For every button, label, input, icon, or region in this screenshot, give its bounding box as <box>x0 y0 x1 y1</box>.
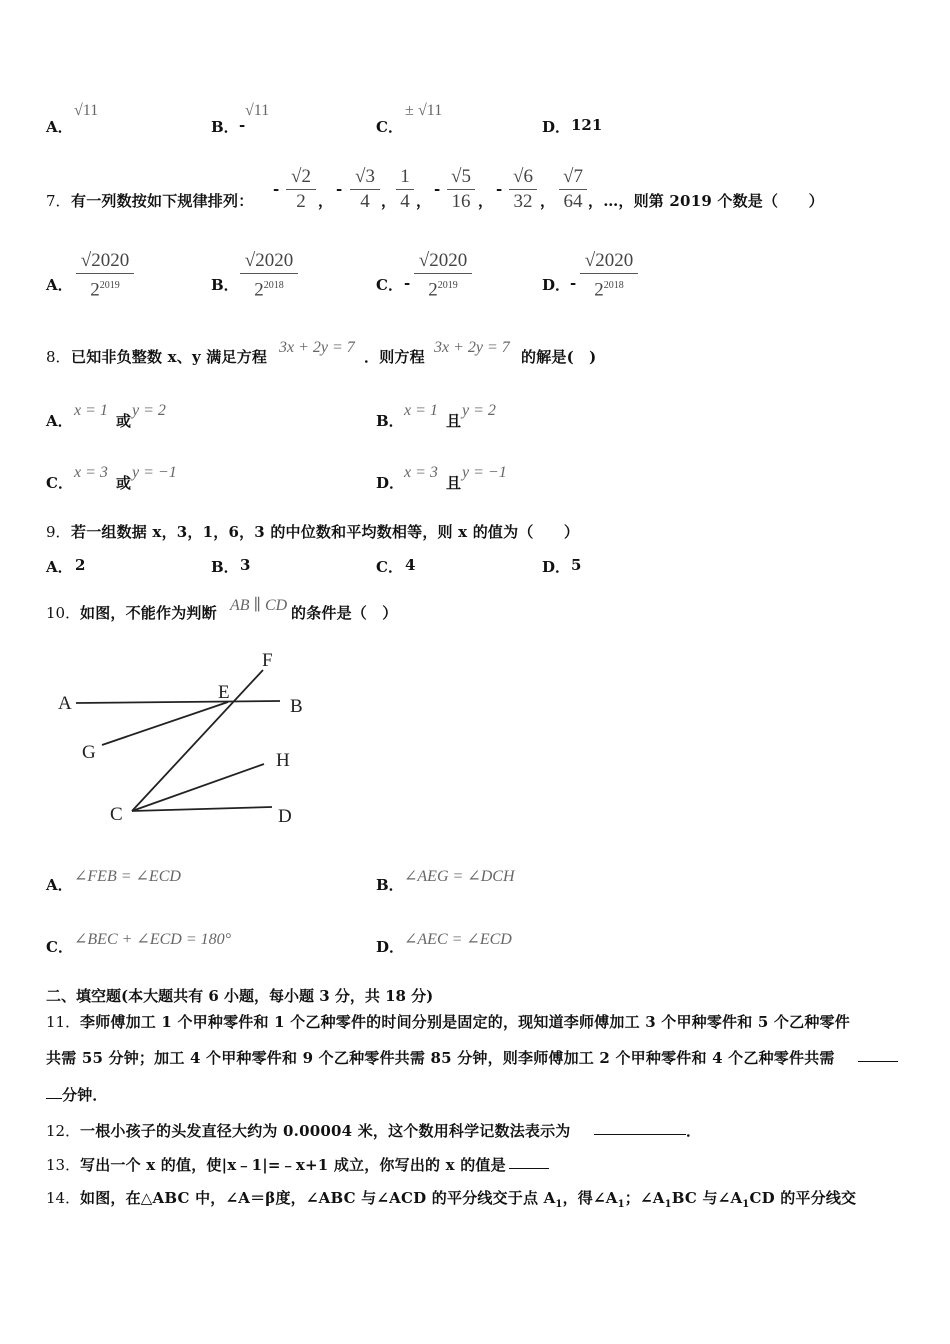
line-cd <box>132 807 272 811</box>
q13-number: 13． <box>46 1156 81 1174</box>
q7-option-d-base: 2 <box>594 279 604 301</box>
q7-option-a-label: A． <box>46 276 73 294</box>
q10-option-d-value: ∠AEC = ∠ECD <box>404 931 512 948</box>
q9-option-b-label: B． <box>211 558 239 576</box>
q7-option-d-prefix: - <box>570 274 577 292</box>
q7-term-5-den: 32 <box>513 191 533 212</box>
line-eg <box>102 702 228 745</box>
q7-term-3 <box>396 166 414 213</box>
q10-expr: AB ∥ CD <box>230 597 288 614</box>
q10-option-c-value: ∠BEC + ∠ECD = 180° <box>74 931 232 948</box>
q10-option-b-label: B． <box>376 876 404 894</box>
q10-text2: 的条件是（ ） <box>291 604 398 622</box>
q8-option-c-conj: 或 <box>116 474 132 492</box>
q10-option-c-label: C． <box>46 938 73 956</box>
q7-option-c-base: 2 <box>428 279 438 301</box>
q14-number: 14． <box>46 1189 81 1207</box>
q7-option-b-label: B． <box>211 276 239 294</box>
q7-term-2-num: √3 <box>355 166 375 187</box>
q7-tail: ，…，则第 2019 个数是（ ） <box>588 192 824 210</box>
q6-option-c-label: C． <box>376 118 403 136</box>
q10-text1: 如图，不能作为判断 <box>80 604 217 622</box>
q7-option-a-frac <box>76 250 134 301</box>
q7-option-a-num: √2020 <box>80 250 130 271</box>
q7-minus: - <box>434 180 441 198</box>
q7-term-6-num: √7 <box>563 166 583 187</box>
q6-option-d-label: D． <box>542 118 571 136</box>
q12-number: 12． <box>46 1122 81 1140</box>
q7-term-5-num: √6 <box>513 166 533 187</box>
q7-term-1-num: √2 <box>291 166 311 187</box>
q8-option-b-right: y = 2 <box>462 402 496 419</box>
q7-term-1-den: 2 <box>296 191 306 212</box>
q10-geometry-figure <box>50 640 320 830</box>
q7-option-c-prefix: - <box>404 274 411 292</box>
line-cf <box>132 670 263 811</box>
q8-text3: 的解是( ) <box>521 348 597 366</box>
q11-line2: 共需 55 分钟；加工 4 个甲种零件和 9 个乙种零件共需 85 分钟，则李师傅加工 2 个甲种零件和 4 个乙种零件共需 <box>46 1049 835 1067</box>
q7-comma: ， <box>416 192 432 210</box>
q13-text: 写出一个 x 的值，使|x﹣1|=﹣x+1 成立，你写出的 x 的值是 <box>80 1156 506 1174</box>
q6-option-b-value: √11 <box>245 102 270 119</box>
q11-line3: 分钟． <box>62 1086 108 1104</box>
q6-option-a-value: √11 <box>74 102 99 119</box>
q6-option-c-value: √11 <box>418 102 443 119</box>
q7-term-4-den: 16 <box>451 191 471 212</box>
q9-number: 9． <box>46 523 71 541</box>
q7-option-c-num: √2020 <box>418 250 468 271</box>
q9-text: 若一组数据 x，3，1，6，3 的中位数和平均数相等，则 x 的值为（ ） <box>71 523 580 541</box>
q11-line1: 李师傅加工 1 个甲种零件和 1 个乙种零件的时间分别是固定的，现知道李师傅加工 3 个甲种零件和 5 个乙种零件 <box>80 1013 850 1031</box>
q10-number: 10． <box>46 604 81 622</box>
q8-option-d-label: D． <box>376 474 405 492</box>
q9-option-b-value: 3 <box>240 556 251 574</box>
q8-equation: 3x + 2y = 7 <box>434 339 510 356</box>
q7-option-b-frac <box>240 250 298 301</box>
q6-option-d-value: 121 <box>571 116 603 134</box>
q7-number: 7． <box>46 192 71 210</box>
q8-option-d-right: y = −1 <box>462 464 507 481</box>
q7-option-a-base: 2 <box>90 279 100 301</box>
point-h-label: H <box>276 750 290 771</box>
q6-option-b-label: B． <box>211 118 239 136</box>
q7-option-c-frac <box>414 250 472 301</box>
q8-option-d-left: x = 3 <box>404 464 438 481</box>
q8-option-b-left: x = 1 <box>404 402 438 419</box>
q8-option-a-conj: 或 <box>116 412 132 430</box>
q10-option-b-value: ∠AEG = ∠DCH <box>404 868 515 885</box>
q7-option-c-label: C． <box>376 276 403 294</box>
q7-comma: ， <box>478 192 494 210</box>
q8-option-b-label: B． <box>376 412 404 430</box>
point-f-label: F <box>262 650 273 671</box>
q8-option-c-right: y = −1 <box>132 464 177 481</box>
point-b-label: B <box>290 696 303 717</box>
q7-option-b-exp: 2018 <box>263 280 284 291</box>
q7-option-d-num: √2020 <box>584 250 634 271</box>
point-g-label: G <box>82 742 96 763</box>
q7-comma: ， <box>540 192 556 210</box>
q7-term-4 <box>447 166 475 213</box>
q9-option-d-value: 5 <box>571 556 582 574</box>
q6-option-c-prefix: ± <box>405 102 414 119</box>
q7-term-3-den: 4 <box>400 191 410 212</box>
q7-option-d-frac <box>580 250 638 301</box>
q8-option-b-conj: 且 <box>446 412 462 430</box>
q7-term-5 <box>509 166 537 213</box>
q7-term-1 <box>286 166 316 213</box>
q7-term-4-num: √5 <box>451 166 471 187</box>
q6-option-a-label: A． <box>46 118 73 136</box>
q7-term-2-den: 4 <box>360 191 370 212</box>
q8-text1: 已知非负整数 x、y 满足方程 <box>71 348 268 366</box>
line-ab <box>76 701 280 703</box>
q7-term-6-den: 64 <box>563 191 583 212</box>
q8-number: 8． <box>46 348 71 366</box>
q7-comma: ， <box>318 192 334 210</box>
q8-option-a-left: x = 1 <box>74 402 108 419</box>
q12-end: ． <box>686 1122 702 1140</box>
q9-option-a-label: A． <box>46 558 73 576</box>
q12-text: 一根小孩子的头发直径大约为 0.00004 米，这个数用科学记数法表示为 <box>80 1122 571 1140</box>
q8-equation: 3x + 2y = 7 <box>279 339 355 356</box>
q8-option-a-right: y = 2 <box>132 402 166 419</box>
q7-term-6 <box>559 166 587 213</box>
q7-minus: - <box>336 180 343 198</box>
q9-option-d-label: D． <box>542 558 571 576</box>
q7-comma: ， <box>381 192 397 210</box>
q7-term-2 <box>350 166 380 213</box>
q10-option-d-label: D． <box>376 938 405 956</box>
q7-text: 有一列数按如下规律排列： <box>71 192 254 210</box>
q8-text2: ．则方程 <box>364 348 425 366</box>
q9-option-c-value: 4 <box>405 556 416 574</box>
point-a-label: A <box>58 693 72 714</box>
q9-option-a-value: 2 <box>75 556 86 574</box>
point-d-label: D <box>278 806 292 827</box>
q10-option-a-value: ∠FEB = ∠ECD <box>74 868 181 885</box>
q7-term-3-num: 1 <box>400 166 410 187</box>
q11-number: 11． <box>46 1013 81 1031</box>
q7-option-a-exp: 2019 <box>99 280 120 291</box>
q7-option-d-label: D． <box>542 276 571 294</box>
q7-minus: - <box>496 180 503 198</box>
q7-minus: - <box>273 180 280 198</box>
q7-option-c-exp: 2019 <box>437 280 458 291</box>
q8-option-c-left: x = 3 <box>74 464 108 481</box>
q7-option-b-base: 2 <box>254 279 264 301</box>
q8-option-a-label: A． <box>46 412 73 430</box>
q8-option-c-label: C． <box>46 474 73 492</box>
q7-option-b-num: √2020 <box>244 250 294 271</box>
point-e-label: E <box>218 682 230 703</box>
q6-option-b-prefix: - <box>239 116 246 134</box>
q8-option-d-conj: 且 <box>446 474 462 492</box>
q14-text: 如图，在△ABC 中，∠A＝β度，∠ABC 与∠ACD 的平分线交于点 $A_1$，得$\angle A_1$；$\angle A_1BC$ 与$\angle A_1CD$ 的平分线交 <box>80 1189 857 1210</box>
line-ch <box>132 764 264 811</box>
point-c-label: C <box>110 804 123 825</box>
section2-title: 二、填空题(本大题共有 6 小题，每小题 3 分，共 18 分) <box>46 987 434 1005</box>
q7-option-d-exp: 2018 <box>603 280 624 291</box>
q10-option-a-label: A． <box>46 876 73 894</box>
q9-option-c-label: C． <box>376 558 403 576</box>
